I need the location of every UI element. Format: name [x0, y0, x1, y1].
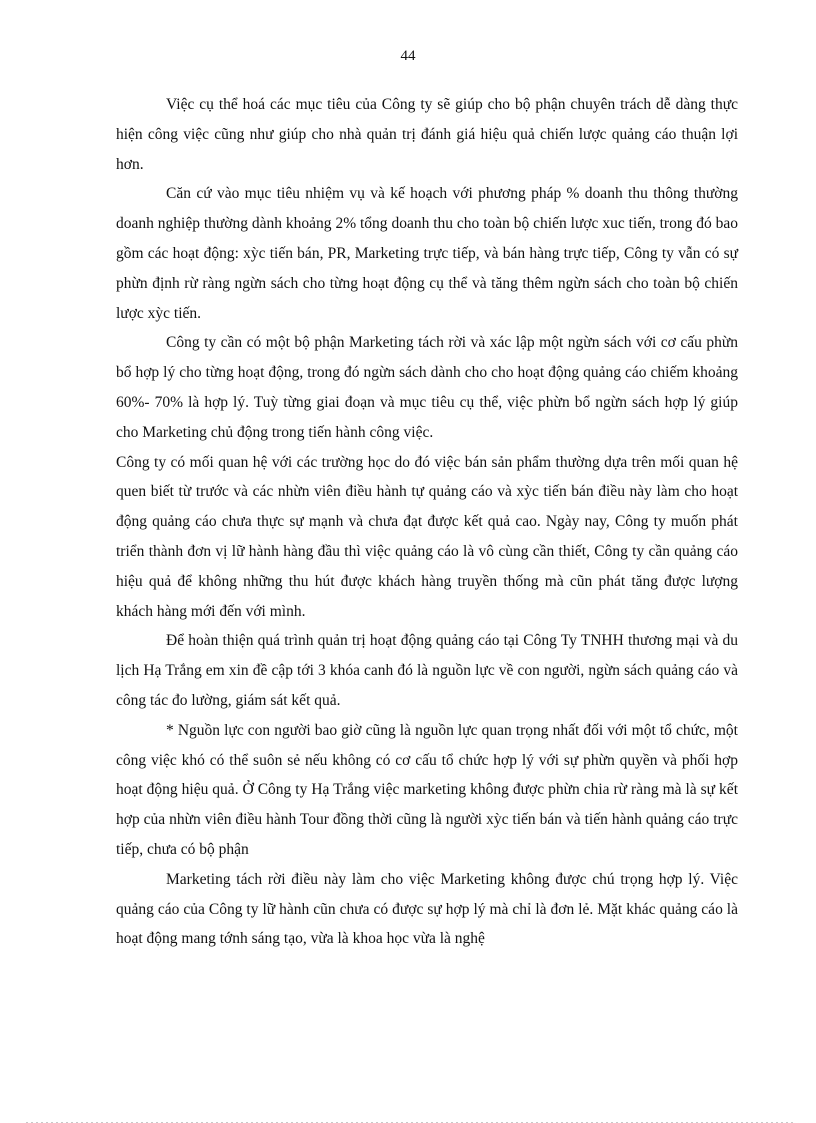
- page-number: 44: [400, 48, 416, 64]
- paragraph-4: Công ty có mối quan hệ với các trường học do đó việc bán sản phẩm thường dựa trên mối quan hệ quen biết từ trước và các nhừn viên điều hành tự quảng cáo và xỳc tiến bán điều này làm cho hoạt động quảng cáo chưa thực sự mạnh và chưa đạt được kết quả cao. Ngày nay, Công ty muốn phát triển thành đơn vị lữ hành hàng đầu thì việc quảng cáo là vô cùng cần thiết, Công ty cần quảng cáo hiệu quả để không những thu hút được khách hàng truyền thống mà cũn phát tăng được lượng khách hàng mới đến với mình.: [116, 453, 738, 620]
- paragraph-5: Để hoàn thiện quá trình quản trị hoạt động quảng cáo tại Công Ty TNHH thương mại và du lịch Hạ Trắng em xin đề cập tới 3 khóa canh đó là nguồn lực về con người, ngừn sách quảng cáo và công tác đo lường, giám sát kết quả.: [116, 632, 738, 709]
- paragraph-3: Công ty cần có một bộ phận Marketing tách rời và xác lập một ngừn sách với cơ cấu phừn bổ hợp lý cho từng hoạt động, trong đó ngừn sách dành cho cho hoạt động quảng cáo chiếm khoảng 60%- 70% là hợp lý. Tuỳ từng giai đoạn và mục tiêu cụ thể, việc phừn bổ ngừn sách hợp lý giúp cho Marketing chủ động trong tiến hành công việc.: [116, 334, 738, 441]
- paragraph-7: Marketing tách rời điều này làm cho việc Marketing không được chú trọng hợp lý. Việc quảng cáo của Công ty lữ hành cũn chưa có được sự hợp lý mà chỉ là đơn lẻ. Mặt khác quảng cáo là hoạt động mang tớnh sáng tạo, vừa là khoa học vừa là nghệ: [116, 870, 738, 948]
- paragraph-1: Việc cụ thể hoá các mục tiêu của Công ty sẽ giúp cho bộ phận chuyên trách dễ dàng thực hiện công việc cũng như giúp cho nhà quản trị đánh giá hiệu quả chiến lược quảng cáo thuận lợi hơn.: [116, 96, 738, 173]
- paragraph-2: Căn cứ vào mục tiêu nhiệm vụ và kế hoạch với phương pháp % doanh thu thông thường doanh nghiệp thường dành khoảng 2% tổng doanh thu cho toàn bộ chiến lược xuc tiến, trong đó bao gồm các hoạt động: xỳc tiến bán, PR, Marketing trực tiếp, và bán hàng trực tiếp, Công ty vẫn có sự phừn định rừ ràng ngừn sách cho từng hoạt động cụ thể và tăng thêm ngừn sách cho toàn bộ chiến lược xỳc tiến.: [116, 185, 738, 322]
- paragraph-6: * Nguồn lực con người bao giờ cũng là nguồn lực quan trọng nhất đối với một tổ chức, một công việc khó có thể suôn sẻ nếu không có cơ cấu tổ chức hợp lý với sự phừn quyền và phối hợp hoạt động hiệu quả. Ở Công ty Hạ Trắng việc marketing không được phừn chia rừ ràng mà là sự kết hợp của nhừn viên điều hành Tour đồng thời cũng là người xỳc tiến bán và tiến hành quảng cáo trực tiếp, chưa có bộ phận: [116, 721, 738, 858]
- document-body: [116, 90, 738, 954]
